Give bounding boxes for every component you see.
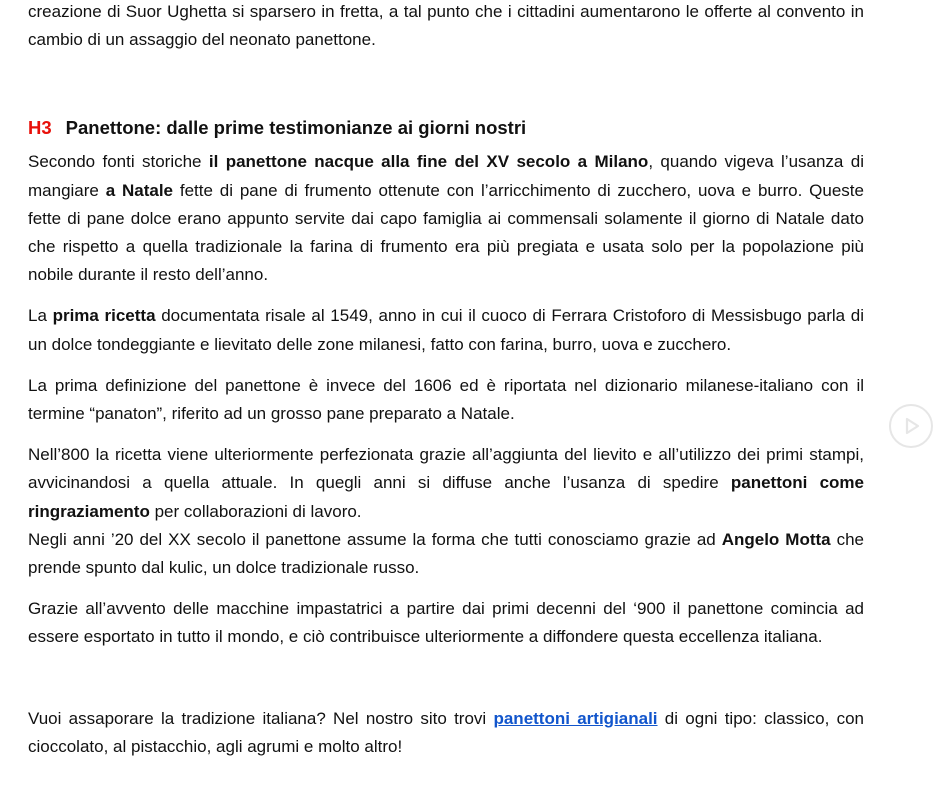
- paragraph-evolution: [28, 441, 864, 582]
- paragraph-first-definition: [28, 372, 864, 428]
- cta-text-c: di ogni tipo: classico, con cioccolato, al pistacchio, agli agrumi e molto altro!: [28, 708, 864, 756]
- p4-text-f: che prende spunto dal kulic, un dolce tradizionale russo.: [28, 529, 864, 578]
- p3-text: La prima definizione del panettone è invece del 1606 ed è riportata nel dizionario milanese-italiano con il termine “panaton”, riferito ad un grosso pane preparato a Natale.: [28, 375, 864, 424]
- p5-text: Grazie all’avvento delle macchine impastatrici a partire dai primi decenni del ‘900 il panettone comincia ad essere esportato in tutto il mondo, e ciò contribuisce ulteriormente a diffondere questa eccellenza italiana.: [28, 599, 864, 647]
- paragraph-call-to-action: [28, 705, 864, 761]
- play-icon: [891, 406, 931, 446]
- paragraph-first-recipe: [28, 302, 864, 358]
- heading-level-tag: H3: [28, 117, 52, 139]
- p4-text-c: per collaborazioni di lavoro.: [149, 501, 362, 521]
- p2-text-a: La: [28, 306, 53, 326]
- heading-text: Panettone: dalle prime testimonianze ai giorni nostri: [65, 117, 527, 139]
- intro-text: creazione di Suor Ughetta si sparsero in fretta, a tal punto che i cittadini aumentarono le offerte al convento in cambio di un assaggio del neonato panettone.: [28, 2, 864, 50]
- document-body: [28, 0, 864, 761]
- p4-bold-ringraziamento: panettoni come ringraziamento: [28, 473, 864, 521]
- paragraph-export: [28, 595, 864, 651]
- p1-bold-milano: il panettone nacque alla fine del XV secolo a Milano: [208, 152, 649, 172]
- panettoni-artigianali-link[interactable]: panettoni artigianali: [493, 708, 658, 728]
- p1-text-d: fette di pane di frumento ottenute con l’arricchimento di zucchero, uova e burro. Queste fette di pane dolce erano appunto servite dai capo famiglia ai commensali solamente il giorno di Natale dato che rispetto a quella tradizionale la farina di frumento era più pregiata e usata solo per la popolazione più nobile durante il resto dell’anno.: [28, 180, 864, 285]
- p4-text-d: Negli anni ’20 del XX secolo il panettone assume la forma che tutti conosciamo grazie ad: [28, 529, 722, 549]
- section-heading: [28, 108, 864, 148]
- play-button[interactable]: [889, 404, 933, 448]
- p4-text-a: Nell’800 la ricetta viene ulteriormente perfezionata grazie all’aggiunta del lievito e all’utilizzo dei primi stampi, avvicinandosi a quella attuale. In quegli anni si diffuse anche l’usanza di spedire: [28, 445, 864, 493]
- intro-paragraph: [28, 0, 864, 54]
- p1-text-a: Secondo fonti storiche: [28, 152, 209, 172]
- p2-text-c: documentata risale al 1549, anno in cui il cuoco di Ferrara Cristoforo di Messisbugo parla di un dolce tondeggiante e lievitato delle zone milanesi, fatto con farina, burro, uova e zucchero.: [28, 306, 864, 354]
- paragraph-origins: [28, 148, 864, 289]
- p2-bold-prima-ricetta: prima ricetta: [52, 306, 156, 326]
- cta-text-a: Vuoi assaporare la tradizione italiana? Nel nostro sito trovi: [28, 708, 494, 728]
- p1-text-c: , quando vigeva l’usanza di mangiare: [28, 152, 864, 200]
- p1-bold-natale: a Natale: [105, 180, 174, 200]
- p4-bold-angelo-motta: Angelo Motta: [721, 529, 831, 549]
